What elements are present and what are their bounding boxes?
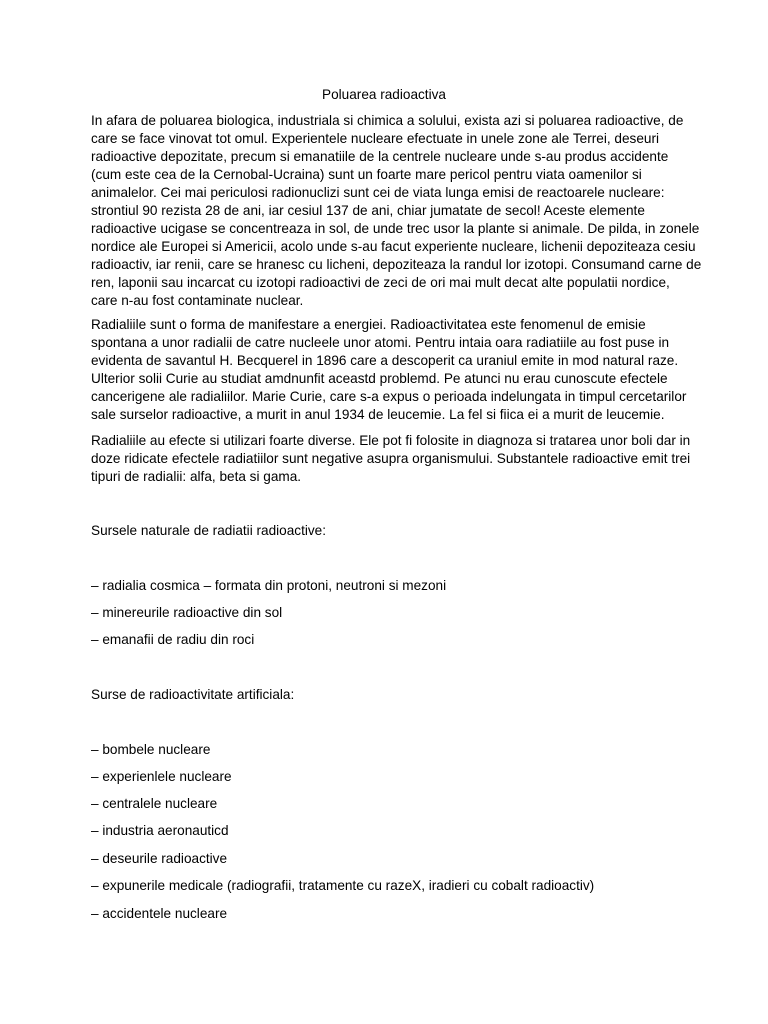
text-line: ren, laponii sau incarcat cu izotopi radioactivi de zeci de ori mai mult decat alte populatii nordice,	[91, 275, 670, 290]
list-item: – bombele nucleare	[91, 742, 211, 757]
text-line: radioactive ucigase se concentreaza in sol, de unde trec usor la plante si animale. De pilda, in zonele	[91, 221, 700, 236]
list-item: – expunerile medicale (radiografii, tratamente cu razeX, iradieri cu cobalt radioactiv)	[91, 878, 595, 893]
list-item: – deseurile radioactive	[91, 851, 228, 866]
text-line: Ulterior solii Curie au studiat amdnunfit aceastd problemd. Pe atunci nu erau cunoscute efectele	[91, 371, 668, 386]
text-line: doze ridicate efectele radiatiilor sunt negative asupra organismului. Substantele radioactive emit trei	[91, 451, 691, 466]
list-item: – industria aeronauticd	[91, 823, 229, 838]
artificial-sources-heading: Surse de radioactivitate artificiala:	[91, 687, 295, 702]
text-line: In afara de poluarea biologica, industriala si chimica a solului, exista azi si poluarea radioactive, de	[91, 113, 684, 128]
list-item: – accidentele nucleare	[91, 906, 228, 921]
text-line: evidenta de savantul H. Becquerel in 1896 care a descoperit ca uraniul emite in mod natural raze.	[91, 353, 679, 368]
list-item: – centralele nucleare	[91, 796, 218, 811]
text-line: animalelor. Cei mai periculosi radionuclizi sunt cei de viata lunga emisi de reactoarele nucleare:	[91, 185, 665, 200]
text-line: nordice ale Europei si Americii, acolo unde s-au facut experiente nucleare, lichenii depoziteaza cesiu	[91, 239, 696, 254]
text-line: spontana a unor radialii de catre nucleele unor atomi. Pentru intaia oara radiatiile au fost puse in	[91, 335, 670, 350]
text-line: Radialiile au efecte si utilizari foarte diverse. Ele pot fi folosite in diagnoza si tratarea unor boli dar in	[91, 433, 691, 448]
text-line: Radialiile sunt o forma de manifestare a energiei. Radioactivitatea este fenomenul de emisie	[91, 317, 646, 332]
text-line: care n-au fost contaminate nuclear.	[91, 293, 304, 308]
paragraph-effects	[91, 432, 691, 486]
text-line: strontiul 90 rezista 28 de ani, iar cesiul 137 de ani, chiar jumatate de secol! Aceste elemente	[91, 203, 645, 218]
text-line: cancerigene ale radialiilor. Marie Curie, care s-a expus o perioada indelungata in timpul cercetarilor	[91, 389, 687, 404]
paragraph-radiations	[91, 316, 687, 424]
text-line: tipuri de radialii: alfa, beta si gama.	[91, 469, 302, 484]
list-item: – radialia cosmica – formata din protoni, neutroni si mezoni	[91, 578, 447, 593]
list-item: – experienlele nucleare	[91, 769, 232, 784]
document-title: Poluarea radioactiva	[322, 87, 446, 102]
text-line: radioactiv, iar renii, care se hranesc cu licheni, depoziteaza la randul lor izotopi. Consumand carne de	[91, 257, 702, 272]
list-item: – minereurile radioactive din sol	[91, 605, 283, 620]
text-line: care se face vinovat tot omul. Experientele nucleare efectuate in unele zone ale Terrei, deseuri	[91, 131, 660, 146]
text-line: radioactive depozitate, precum si emanatiile de la centrele nucleare unde s-au produs accidente	[91, 149, 669, 164]
natural-sources-heading: Sursele naturale de radiatii radioactive:	[91, 523, 327, 538]
text-line: sale surselor radioactive, a murit in anul 1934 de leucemie. La fel si fiica ei a murit de leucemie.	[91, 407, 665, 422]
list-item: – emanafii de radiu din roci	[91, 632, 255, 647]
text-line: (cum este cea de la Cernobal-Ucraina) sunt un foarte mare pericol pentru viata oamenilor si	[91, 167, 642, 182]
paragraph-intro	[91, 112, 702, 310]
